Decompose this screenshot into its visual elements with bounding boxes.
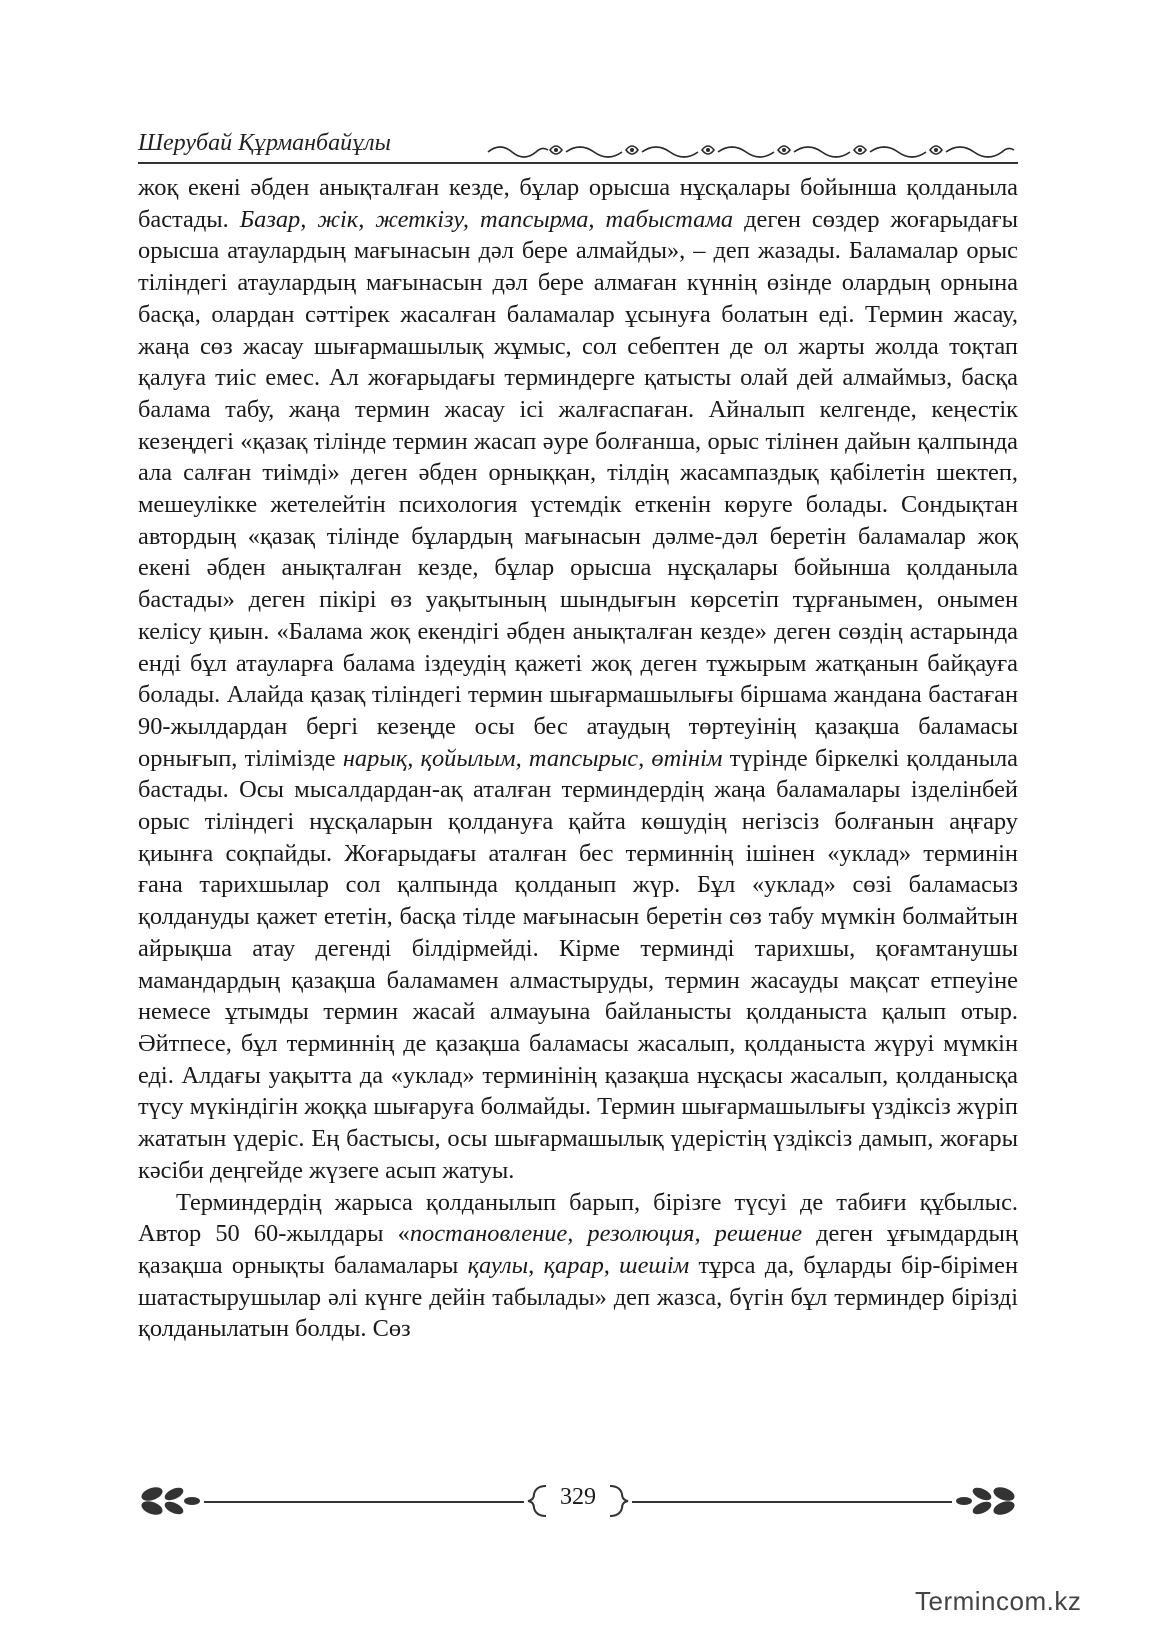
text-segment: түрінде біркелкі қолданыла бастады. Осы мысалдардан-ақ аталған терминдердің жаңа баламалары ізделінбей орыс тіліндегі нұсқаларын қолдануға қайта көшудің негізсіз болғанын аңғару қиынға соқпайды. Жоғарыдағы аталған бес терминнің ішінен «уклад» терминін ғана тарихшылар сол қалпында қолданып жүр. Бұл «уклад» сөзі баламасыз қолдануды қажет ететін, басқа тілде мағынасын беретін сөз табу мүмкін болмайтын айрықша атау дегенді білдірмейді. Кірме терминді тарихшы, қоғамтанушы мамандардың қазақша баламамен алмастыруды, термин жасауды мақсат етпеуіне немесе ұтымды термин жасай алмауына байланысты қолданыста қалып отыр. Әйтпесе, бұл терминнің де қазақша баламасы жасалып, қолданыста жүруі мүмкін еді. Алдағы уақытта да «уклад» терминінің қазақша нұсқасы жасалып, қолданысқа түсу мүкіндігін жоққа шығаруға болмайды. Термин шығармашылығы үздіксіз жүріп жататын үдеріс. Ең бастысы, осы шығармашылық үдерістің үздіксіз дамып, жоғары кәсіби деңгейде жүзеге асып жатуы. xyxy=(138,744,1019,1184)
italic-term: қаулы, қарар, шешім xyxy=(467,1251,690,1279)
italic-term: нарық, қойылым, тапсырыс, өтінім xyxy=(342,744,723,772)
right-leaf-ornament xyxy=(954,1484,1018,1518)
text-segment: деген сөздер жоғарыдағы орысша атаулардың мағынасын дәл бере алмайды», – деп жазады. Баламалар орыс тіліндегі атаулардың мағынасын дәл бере алмаған күннің өзінде олардың орнына басқа, олардан сәттірек жасалған баламалар ұсынуға болатын еді. Термин жасау, жаңа сөз жасау шығармашылық жұмыс, сол себептен де ол жарты жолда тоқтап қалуға тиіс емес. Ал жоғарыдағы терминдерге қатысты олай дей алмаймыз, басқа балама табу, жаңа термин жасау ісі жалғаспаған. Айналып келгенде, кеңестік кезеңдегі «қазақ тілінде термин жасап әуре болғанша, орыс тілінен дайын қалпында ала салған тиімді» деген әбден орныққан, тілдің жасампаздық қабілетін шектеп, мешеулікке жетелейтін психология үстемдік еткенін көруге болады. Сондықтан автордың «қазақ тілінде бұлардың мағынасын дәлме-дәл беретін баламалар жоқ екені әбден анықталған кезде, бұлар орысша нұсқалары бойынша қолданыла бастады» деген пікірі өз уақытының шындығын көрсетіп тұрғанымен, онымен келісу қиын. «Балама жоқ екендігі әбден анықталған кезде» деген сөздің астарында енді бұл атауларға балама іздеудің қажеті жоқ деген тұжырым жатқанын байқауға болады. Алайда қазақ тіліндегі термин шығармашылығы біршама жандана бастаған 90-жылдардан бергі кезеңде осы бес атаудың төртеуінің қазақша баламасы орнығып, тілімізде xyxy=(138,205,1019,772)
header-rule xyxy=(138,162,1018,164)
left-leaf-ornament xyxy=(138,1484,202,1518)
running-header xyxy=(138,124,1018,170)
text-segment: деген ұғымдардың қазақша орнықты баламалары xyxy=(138,1220,1018,1279)
header-ornament xyxy=(486,138,1016,162)
page-footer xyxy=(138,1478,1018,1524)
text-segment: жоқ екені әбден анықталған кезде, бұлар орысша нұсқалары бойынша қолданыла бастады. xyxy=(138,174,1018,233)
header-author: Шерубай Құрманбайұлы xyxy=(138,130,391,156)
footer-rule-left xyxy=(204,1501,524,1503)
watermark: Termincom.kz xyxy=(915,1586,1082,1616)
italic-term: постановление, резолюция, решение xyxy=(409,1220,803,1248)
text-segment: тұрса да, бұларды бір-бірімен шатастырушылар әлі күнге дейін табылады» деп жазса, бүгін бұл терминдер бірізді қолданылатын болды. Сөз xyxy=(138,1251,1018,1343)
italic-term: Базар, жік, жеткізу, тапсырма, табыстама xyxy=(239,205,734,233)
text-segment: Терминдердің жарыса қолданылып барып, бірізге түсуі де табиғи құбылыс. Автор 50 60-жылдары « xyxy=(138,1188,1018,1248)
body-paragraph xyxy=(138,1187,1018,1346)
body-paragraph xyxy=(138,172,1018,1187)
page-number: 329 xyxy=(560,1484,596,1510)
body-text xyxy=(138,172,1018,1345)
page-number-bracket xyxy=(516,1482,640,1520)
footer-rule-right xyxy=(632,1501,952,1503)
